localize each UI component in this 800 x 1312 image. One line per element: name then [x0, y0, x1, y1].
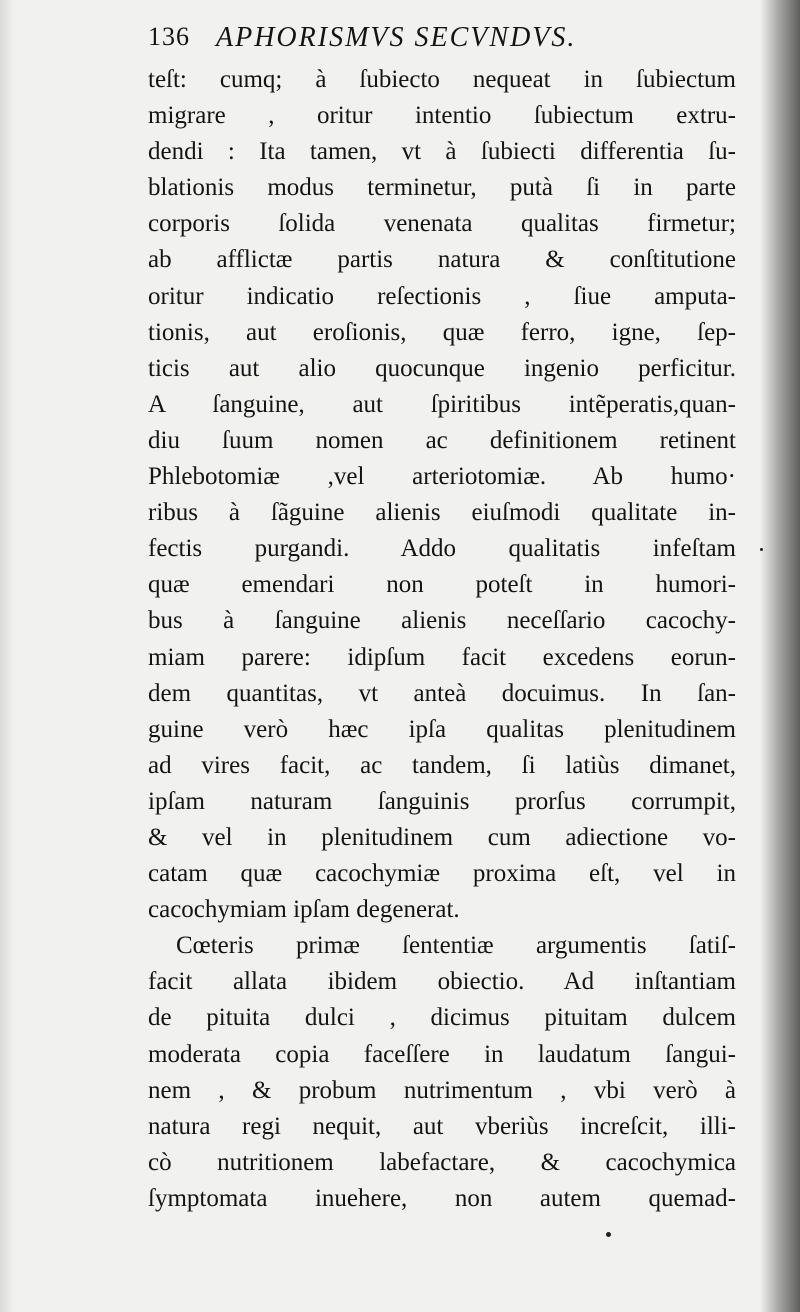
- text-line: natura regi nequit, aut vberiùs increſcit, illi-: [148, 1112, 736, 1140]
- text-line: cò nutritionem labefactare, & cacochymica: [148, 1148, 736, 1176]
- ink-speck: [606, 1232, 611, 1237]
- text-line: quæ emendari non poteſt in humori-: [148, 571, 736, 599]
- text-line: ab afflictæ partis natura & conſtitutione: [148, 246, 736, 274]
- text-line: teſt: cumq; à ſubiecto nequeat in ſubiectum: [148, 66, 736, 93]
- text-line-paragraph-start: Cœteris primæ ſententiæ argumentis ſatiſ-: [176, 932, 736, 960]
- text-line: bus à ſanguine alienis neceſſario cacochy-: [148, 607, 736, 635]
- text-line: nem , & probum nutrimentum , vbi verò à: [148, 1076, 736, 1104]
- text-line: cacochymiam ipſam degenerat.: [148, 896, 460, 924]
- ink-speck: [760, 548, 763, 551]
- text-line: corporis ſolida venenata qualitas firmetur;: [148, 210, 736, 238]
- text-line: dem quantitas, vt anteà docuimus. In ſan-: [148, 679, 736, 707]
- page-header: [148, 20, 728, 60]
- text-line: ticis aut alio quocunque ingenio perficitur.: [148, 354, 736, 382]
- text-line: de pituita dulci , dicimus pituitam dulcem: [148, 1004, 736, 1032]
- text-line: migrare , oritur intentio ſubiectum extru-: [148, 102, 736, 130]
- text-line: ad vires facit, ac tandem, ſi latiùs dimanet,: [148, 751, 736, 779]
- text-line: fectis purgandi. Addo qualitatis infeſtam: [148, 535, 736, 563]
- text-line: ribus à ſãguine alienis eiuſmodi qualitate in-: [148, 499, 736, 527]
- text-line: & vel in plenitudinem cum adiectione vo-: [148, 823, 736, 851]
- body-text: [148, 62, 736, 1217]
- text-line: blationis modus terminetur, putà ſi in parte: [148, 174, 736, 202]
- running-head: APHORISMVS SECVNDVS.: [216, 22, 577, 53]
- text-line: guine verò hæc ipſa qualitas plenitudinem: [148, 715, 736, 743]
- text-line: moderata copia faceſſere in laudatum ſangui-: [148, 1040, 736, 1068]
- text-line: Phlebotomiæ ,vel arteriotomiæ. Ab humo·: [148, 463, 736, 491]
- page-number: 136: [148, 22, 190, 51]
- text-line: facit allata ibidem obiectio. Ad inſtantiam: [148, 968, 736, 996]
- text-line: dendi : Ita tamen, vt à ſubiecti differentia ſu-: [148, 138, 736, 166]
- text-line: ipſam naturam ſanguinis prorſus corrumpit,: [148, 787, 736, 815]
- text-line: A ſanguine, aut ſpiritibus intẽperatis,quan-: [148, 390, 736, 418]
- text-line: miam parere: idipſum facit excedens eorun-: [148, 643, 736, 671]
- text-line: ſymptomata inuehere, non autem quemad-: [148, 1184, 736, 1212]
- text-line: tionis, aut eroſionis, quæ ferro, igne, ſep-: [148, 318, 736, 346]
- text-line: diu ſuum nomen ac definitionem retinent: [148, 426, 736, 454]
- page-left-edge: [0, 0, 14, 1312]
- text-line: catam quæ cacochymiæ proxima eſt, vel in: [148, 860, 736, 888]
- page-gutter-shadow: [760, 0, 800, 1312]
- text-line: oritur indicatio reſectionis , ſiue amputa-: [148, 282, 736, 310]
